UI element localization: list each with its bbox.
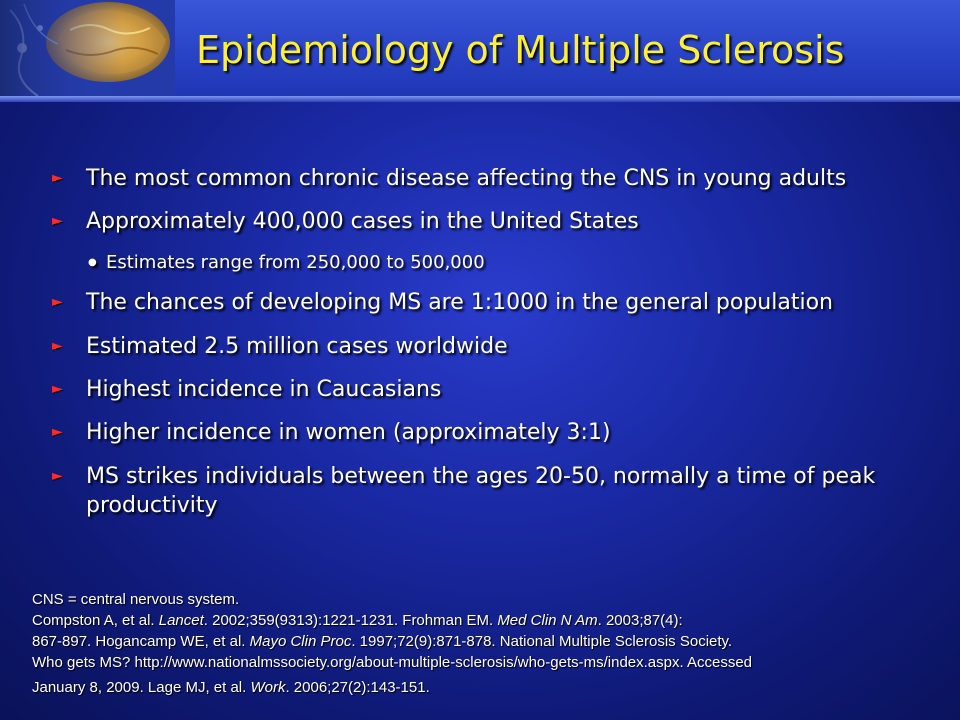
bullet-arrow-icon: ► — [52, 381, 63, 397]
bullet-dot-icon: ● — [88, 257, 97, 268]
bullet-arrow-icon: ► — [52, 468, 63, 484]
reference-text: . 1997;72(9):871-878. National Multiple Sclerosis Society. — [351, 633, 733, 650]
title-bar — [0, 0, 960, 102]
sub-list-item — [88, 251, 960, 275]
journal-name: Work — [250, 679, 286, 696]
reference-text: 867-897. Hogancamp WE, et al. — [32, 633, 250, 650]
bullet-arrow-icon: ► — [52, 170, 63, 186]
references-footnote — [32, 589, 942, 698]
reference-line — [32, 677, 942, 698]
bullet-arrow-icon: ► — [52, 424, 63, 440]
reference-text: Compston A, et al. — [32, 612, 159, 629]
list-item — [52, 332, 932, 361]
bullet-text: The chances of developing MS are 1:1000 in the general population — [86, 290, 833, 315]
bullet-arrow-icon: ► — [52, 294, 63, 310]
page-title: Epidemiology of Multiple Sclerosis — [196, 28, 845, 72]
brain-neuron-icon — [0, 0, 175, 102]
journal-name: Med Clin N Am — [497, 612, 598, 629]
list-item — [52, 164, 932, 193]
bullet-text: Estimated 2.5 million cases worldwide — [86, 334, 508, 359]
sub-bullet-text: Estimates range from 250,000 to 500,000 — [106, 252, 485, 273]
abbreviation-note: CNS = central nervous system. — [32, 591, 240, 608]
list-item — [52, 288, 932, 317]
reference-line: Who gets MS? http://www.nationalmssociety.org/about-multiple-sclerosis/who-gets-ms/index.aspx. Accessed — [32, 654, 753, 671]
reference-text: January 8, 2009. Lage MJ, et al. — [32, 679, 251, 696]
reference-line — [32, 631, 942, 652]
list-item — [52, 418, 932, 447]
bullet-arrow-icon: ► — [52, 213, 63, 229]
list-item — [52, 462, 932, 520]
list-item — [52, 207, 932, 236]
bullet-text: Approximately 400,000 cases in the United States — [86, 209, 639, 234]
bullet-text: Higher incidence in women (approximately 3:1) — [86, 420, 611, 445]
list-item — [52, 375, 932, 404]
reference-text: . 2006;27(2):143-151. — [285, 679, 430, 696]
reference-line — [32, 610, 942, 631]
reference-text: . 2003;87(4): — [597, 612, 683, 629]
reference-text: . 2002;359(9313):1221-1231. Frohman EM. — [203, 612, 498, 629]
brain-neuron-image — [0, 0, 175, 102]
bullet-text: The most common chronic disease affecting the CNS in young adults — [86, 166, 847, 191]
bullet-arrow-icon: ► — [52, 338, 63, 354]
bullet-text: Highest incidence in Caucasians — [86, 377, 442, 402]
bullet-text: MS strikes individuals between the ages 20-50, normally a time of peak productivity — [86, 464, 876, 518]
journal-name: Lancet — [158, 612, 204, 629]
journal-name: Mayo Clin Proc — [249, 633, 352, 650]
